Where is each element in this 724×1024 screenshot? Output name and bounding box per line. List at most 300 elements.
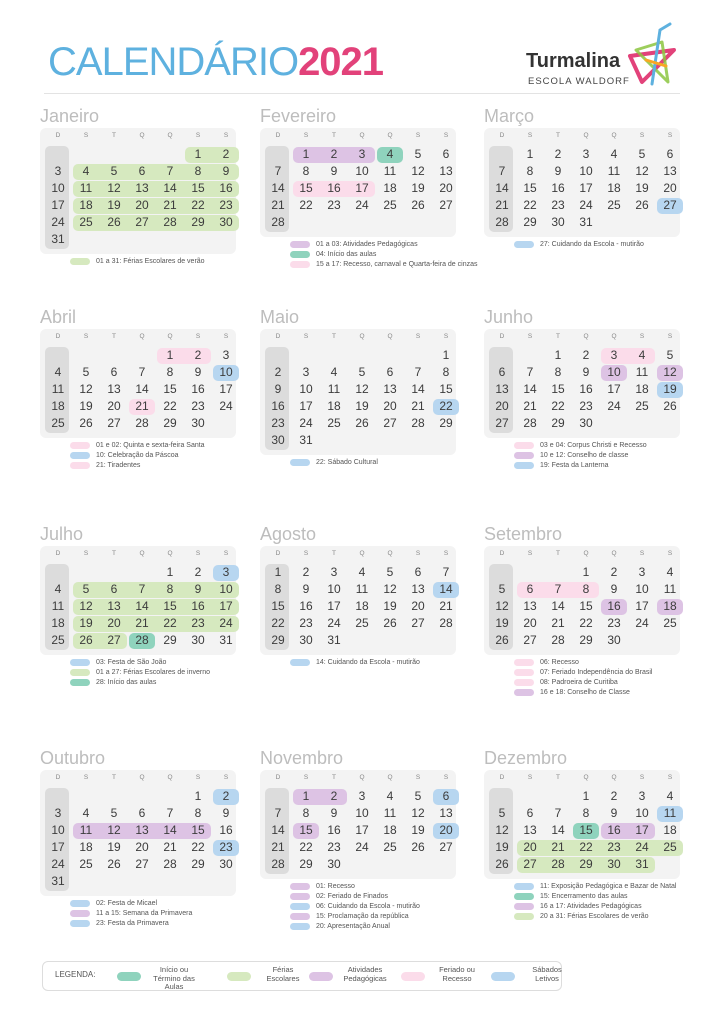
day-cell: 27 [495, 416, 509, 430]
day-cell: 2 [302, 565, 310, 579]
weekday-label: Q [387, 333, 393, 340]
day-cell: 28 [271, 857, 285, 871]
legend-entry [514, 441, 647, 451]
weekday-label: Q [611, 774, 617, 781]
day-cell: 2 [610, 789, 618, 803]
day-cell: 31 [51, 874, 65, 888]
day-cell: 21 [163, 840, 177, 854]
day-cell: 11 [383, 806, 397, 820]
day-cell: 8 [582, 806, 590, 820]
page-title [48, 38, 383, 86]
weekday-label: S [303, 774, 309, 781]
day-cell: 11 [79, 823, 93, 837]
day-cell: 26 [107, 215, 121, 229]
day-cell: 9 [330, 806, 338, 820]
day-cell: 30 [299, 633, 313, 647]
legend-text: 01 a 03: Atividades Pedagógicas [316, 241, 418, 248]
legend-swatch [70, 452, 90, 459]
day-cell: 7 [166, 806, 174, 820]
month-grid [260, 128, 456, 237]
legend-swatch [514, 893, 534, 900]
legend-swatch [514, 903, 534, 910]
day-cell: 22 [551, 399, 565, 413]
legend-entry [514, 668, 652, 678]
day-cell: 2 [222, 789, 230, 803]
legend-text: 04: Início das aulas [316, 251, 377, 258]
day-cell: 7 [554, 582, 562, 596]
day-cell: 24 [635, 616, 649, 630]
day-cell: 19 [79, 399, 93, 413]
month-legend [70, 257, 205, 267]
day-cell: 12 [79, 382, 93, 396]
legend-swatch [290, 893, 310, 900]
title-word: CALENDÁRIO [48, 40, 299, 84]
day-cell: 24 [327, 616, 341, 630]
legend-swatch [514, 669, 534, 676]
day-cell: 4 [82, 806, 90, 820]
weekday-label: S [195, 774, 201, 781]
legend-swatch [117, 972, 141, 981]
day-cell: 9 [610, 582, 618, 596]
day-cell: 28 [551, 857, 565, 871]
month-grid [484, 546, 680, 655]
legend-entry [290, 240, 477, 250]
month-name: Março [484, 106, 535, 126]
day-cell: 5 [414, 147, 422, 161]
day-cell: 17 [219, 382, 233, 396]
legend-swatch [290, 659, 310, 666]
day-cell: 30 [271, 433, 285, 447]
legend-entry [514, 658, 652, 668]
day-cell: 11 [663, 806, 677, 820]
weekday-label: S [415, 774, 421, 781]
day-cell: 8 [554, 365, 562, 379]
day-cell: 28 [551, 633, 565, 647]
legend-text: 22: Sábado Cultural [316, 459, 378, 466]
weekday-label: S [83, 333, 89, 340]
weekday-label: D [499, 132, 505, 139]
weekday-label: Q [139, 333, 145, 340]
day-cell: 16 [327, 823, 341, 837]
day-cell: 12 [635, 164, 649, 178]
legend-swatch [514, 241, 534, 248]
weekday-label: Q [167, 132, 173, 139]
day-cell: 26 [635, 198, 649, 212]
day-cell: 27 [135, 857, 149, 871]
day-cell: 4 [386, 147, 394, 161]
day-cell: 14 [551, 599, 565, 613]
day-cell: 14 [523, 382, 537, 396]
weekday-label: S [639, 550, 645, 557]
legend-swatch [514, 883, 534, 890]
day-cell: 19 [411, 181, 425, 195]
day-cell: 27 [663, 198, 677, 212]
day-cell: 10 [355, 164, 369, 178]
day-cell: 20 [107, 399, 121, 413]
legend-text: 10 e 12: Conselho de classe [540, 452, 629, 459]
day-cell: 13 [495, 382, 509, 396]
day-cell: 2 [582, 348, 590, 362]
day-cell: 25 [355, 616, 369, 630]
day-cell: 28 [439, 616, 453, 630]
day-cell: 21 [495, 198, 509, 212]
weekday-label: S [195, 550, 201, 557]
legend-text: 03 e 04: Corpus Christi e Recesso [540, 442, 647, 449]
day-cell: 4 [54, 365, 62, 379]
legend-text: 20: Apresentação Anual [316, 923, 390, 930]
day-cell: 10 [355, 806, 369, 820]
day-cell: 12 [663, 365, 677, 379]
day-cell: 21 [163, 198, 177, 212]
day-cell: 29 [271, 633, 285, 647]
legend-text: 15: Encerramento das aulas [540, 893, 628, 900]
day-cell: 22 [191, 840, 205, 854]
day-cell: 26 [411, 198, 425, 212]
weekday-label: S [415, 550, 421, 557]
weekday-label: S [195, 333, 201, 340]
day-cell: 21 [135, 399, 149, 413]
day-cell: 9 [302, 582, 310, 596]
legend-text: 01 a 31: Férias Escolares de verão [96, 258, 205, 265]
day-cell: 8 [302, 164, 310, 178]
day-cell: 6 [110, 582, 118, 596]
day-cell: 4 [666, 565, 674, 579]
day-cell: 11 [635, 365, 649, 379]
day-cell: 28 [495, 215, 509, 229]
month-grid [484, 329, 680, 438]
day-cell: 24 [51, 215, 65, 229]
tourmaline-star-icon [622, 20, 684, 90]
legend-entry [290, 902, 420, 912]
day-cell: 27 [383, 416, 397, 430]
day-cell: 2 [194, 348, 202, 362]
day-cell: 20 [523, 616, 537, 630]
legend-swatch [290, 903, 310, 910]
day-cell: 25 [635, 399, 649, 413]
day-cell: 18 [607, 181, 621, 195]
day-cell: 25 [383, 198, 397, 212]
day-cell: 14 [551, 823, 565, 837]
day-cell: 13 [135, 181, 149, 195]
legend-entry [514, 892, 676, 902]
day-cell: 15 [163, 382, 177, 396]
day-cell: 22 [191, 198, 205, 212]
month-grid [260, 770, 456, 879]
day-cell: 28 [135, 633, 149, 647]
day-cell: 24 [355, 840, 369, 854]
day-cell: 30 [219, 857, 233, 871]
day-cell: 31 [635, 857, 649, 871]
legend-swatch [514, 659, 534, 666]
weekday-label: Q [359, 333, 365, 340]
day-cell: 17 [299, 399, 313, 413]
day-cell: 2 [222, 147, 230, 161]
weekday-label: T [332, 550, 336, 557]
day-cell: 17 [219, 599, 233, 613]
legend-swatch [290, 261, 310, 268]
legend-text: 06: Recesso [540, 659, 579, 666]
legend-swatch [290, 241, 310, 248]
day-cell: 17 [51, 840, 65, 854]
day-cell: 12 [79, 599, 93, 613]
day-cell: 19 [107, 840, 121, 854]
day-cell: 6 [138, 164, 146, 178]
header [0, 0, 724, 100]
day-cell: 18 [663, 823, 677, 837]
legend-text: 06: Cuidando da Escola - mutirão [316, 903, 420, 910]
day-cell: 4 [610, 147, 618, 161]
day-cell: 27 [439, 198, 453, 212]
day-cell: 8 [166, 365, 174, 379]
legend-entry [290, 882, 420, 892]
legend-entry [70, 441, 205, 451]
day-cell: 20 [135, 198, 149, 212]
month-legend [290, 658, 420, 668]
day-cell: 11 [663, 582, 677, 596]
legend-swatch [290, 883, 310, 890]
legend-entry [290, 658, 420, 668]
day-cell: 5 [386, 565, 394, 579]
day-cell: 3 [54, 806, 62, 820]
weekday-label: S [195, 132, 201, 139]
day-cell: 12 [107, 823, 121, 837]
day-cell: 7 [274, 806, 282, 820]
day-cell: 19 [383, 599, 397, 613]
day-cell: 14 [271, 823, 285, 837]
weekday-label: D [275, 333, 281, 340]
weekday-label: Q [611, 333, 617, 340]
month-legend [514, 240, 644, 250]
title-year: 2021 [298, 40, 384, 84]
legend-entry [514, 912, 676, 922]
day-cell: 11 [327, 382, 341, 396]
day-cell: 13 [439, 164, 453, 178]
weekday-label: T [332, 132, 336, 139]
day-cell: 31 [51, 232, 65, 246]
day-cell: 16 [219, 823, 233, 837]
legend-text: 23: Festa da Primavera [96, 920, 169, 927]
day-cell: 13 [523, 823, 537, 837]
weekday-label: T [556, 132, 560, 139]
day-cell: 17 [355, 823, 369, 837]
legend-entry [290, 260, 477, 270]
legend-swatch [514, 679, 534, 686]
weekday-label: T [556, 333, 560, 340]
day-cell: 25 [607, 198, 621, 212]
legend-swatch [70, 442, 90, 449]
day-cell: 18 [79, 840, 93, 854]
day-cell: 10 [607, 365, 621, 379]
day-cell: 17 [635, 823, 649, 837]
day-cell: 25 [51, 633, 65, 647]
day-cell: 21 [551, 616, 565, 630]
legend-swatch [70, 679, 90, 686]
day-cell: 15 [191, 181, 205, 195]
month-legend [290, 240, 477, 270]
day-cell: 12 [495, 823, 509, 837]
legend-swatch [70, 669, 90, 676]
day-cell: 18 [663, 599, 677, 613]
day-cell: 2 [330, 789, 338, 803]
legend-entry [70, 668, 210, 678]
weekday-label: S [639, 774, 645, 781]
day-cell: 18 [51, 399, 65, 413]
legend-swatch [401, 972, 425, 981]
month-grid [484, 770, 680, 879]
day-cell: 5 [110, 164, 118, 178]
day-cell: 11 [355, 582, 369, 596]
day-cell: 8 [194, 164, 202, 178]
day-cell: 27 [411, 616, 425, 630]
month-grid [260, 546, 456, 655]
day-cell: 11 [51, 599, 65, 613]
day-cell: 26 [383, 616, 397, 630]
day-cell: 12 [383, 582, 397, 596]
weekday-label: D [55, 132, 61, 139]
legend-swatch [290, 459, 310, 466]
legend-swatch [290, 251, 310, 258]
day-cell: 9 [194, 365, 202, 379]
day-cell: 30 [191, 633, 205, 647]
legend-text: 19: Festa da Lanterna [540, 462, 609, 469]
logo-subtitle: ESCOLA WALDORF [528, 76, 630, 87]
day-cell: 12 [107, 181, 121, 195]
day-cell: 23 [271, 416, 285, 430]
day-cell: 10 [327, 582, 341, 596]
day-cell: 14 [135, 599, 149, 613]
day-cell: 29 [299, 857, 313, 871]
legend-entry [70, 257, 205, 267]
day-cell: 1 [582, 789, 590, 803]
day-cell: 3 [582, 147, 590, 161]
day-cell: 29 [439, 416, 453, 430]
day-cell: 31 [327, 633, 341, 647]
day-cell: 28 [135, 416, 149, 430]
weekday-label: S [223, 550, 229, 557]
day-cell: 23 [607, 840, 621, 854]
legend-swatch [70, 910, 90, 917]
day-cell: 10 [299, 382, 313, 396]
day-cell: 18 [327, 399, 341, 413]
month-grid [40, 770, 236, 896]
day-cell: 3 [330, 565, 338, 579]
legend-bar [42, 961, 562, 991]
day-cell: 8 [442, 365, 450, 379]
weekday-label: T [112, 550, 116, 557]
day-cell: 25 [79, 857, 93, 871]
day-cell: 17 [51, 198, 65, 212]
day-cell: 22 [163, 616, 177, 630]
day-cell: 20 [135, 840, 149, 854]
day-cell: 27 [523, 633, 537, 647]
day-cell: 20 [439, 181, 453, 195]
weekday-label: S [667, 333, 673, 340]
weekday-label: Q [387, 550, 393, 557]
day-cell: 15 [299, 823, 313, 837]
day-cell: 29 [163, 633, 177, 647]
day-cell: 18 [383, 181, 397, 195]
day-cell: 27 [107, 633, 121, 647]
weekday-label: T [556, 550, 560, 557]
legend-swatch [227, 972, 251, 981]
day-cell: 16 [219, 181, 233, 195]
day-cell: 9 [582, 365, 590, 379]
day-cell: 1 [302, 147, 310, 161]
day-cell: 16 [191, 599, 205, 613]
day-cell: 7 [414, 365, 422, 379]
month-name: Abril [40, 307, 77, 327]
month-name: Fevereiro [260, 106, 337, 126]
day-cell: 24 [635, 840, 649, 854]
month-name: Junho [484, 307, 534, 327]
day-cell: 16 [579, 382, 593, 396]
day-cell: 26 [79, 633, 93, 647]
day-cell: 22 [299, 840, 313, 854]
weekday-label: S [667, 774, 673, 781]
day-cell: 29 [191, 857, 205, 871]
day-cell: 15 [191, 823, 205, 837]
day-cell: 25 [51, 416, 65, 430]
month-grid [484, 128, 680, 237]
weekday-label: D [499, 774, 505, 781]
legend-entry [514, 451, 647, 461]
day-cell: 13 [107, 382, 121, 396]
day-cell: 30 [327, 857, 341, 871]
day-cell: 23 [327, 198, 341, 212]
day-cell: 13 [663, 164, 677, 178]
month-grid [40, 128, 236, 254]
day-cell: 28 [411, 416, 425, 430]
day-cell: 25 [383, 840, 397, 854]
day-cell: 23 [191, 399, 205, 413]
day-cell: 13 [383, 382, 397, 396]
weekday-label: S [443, 333, 449, 340]
day-cell: 6 [666, 147, 674, 161]
day-cell: 29 [191, 215, 205, 229]
weekday-label: D [499, 333, 505, 340]
day-cell: 17 [355, 181, 369, 195]
day-cell: 6 [386, 365, 394, 379]
day-cell: 5 [358, 365, 366, 379]
day-cell: 17 [579, 181, 593, 195]
day-cell: 24 [607, 399, 621, 413]
day-cell: 15 [523, 181, 537, 195]
day-cell: 24 [51, 857, 65, 871]
day-cell: 25 [663, 840, 677, 854]
day-cell: 3 [302, 365, 310, 379]
day-cell: 8 [166, 582, 174, 596]
legend-entry [514, 902, 676, 912]
weekday-label: S [443, 132, 449, 139]
day-cell: 19 [495, 616, 509, 630]
day-cell: 10 [635, 582, 649, 596]
legend-swatch [290, 923, 310, 930]
day-cell: 4 [330, 365, 338, 379]
day-cell: 2 [274, 365, 282, 379]
day-cell: 12 [411, 164, 425, 178]
day-cell: 24 [355, 198, 369, 212]
day-cell: 7 [138, 365, 146, 379]
day-cell: 4 [54, 582, 62, 596]
day-cell: 19 [495, 840, 509, 854]
day-cell: 10 [219, 582, 233, 596]
day-cell: 11 [607, 164, 621, 178]
day-cell: 8 [194, 806, 202, 820]
day-cell: 11 [51, 382, 65, 396]
day-cell: 3 [638, 789, 646, 803]
day-cell: 6 [526, 806, 534, 820]
weekday-label: Q [611, 550, 617, 557]
